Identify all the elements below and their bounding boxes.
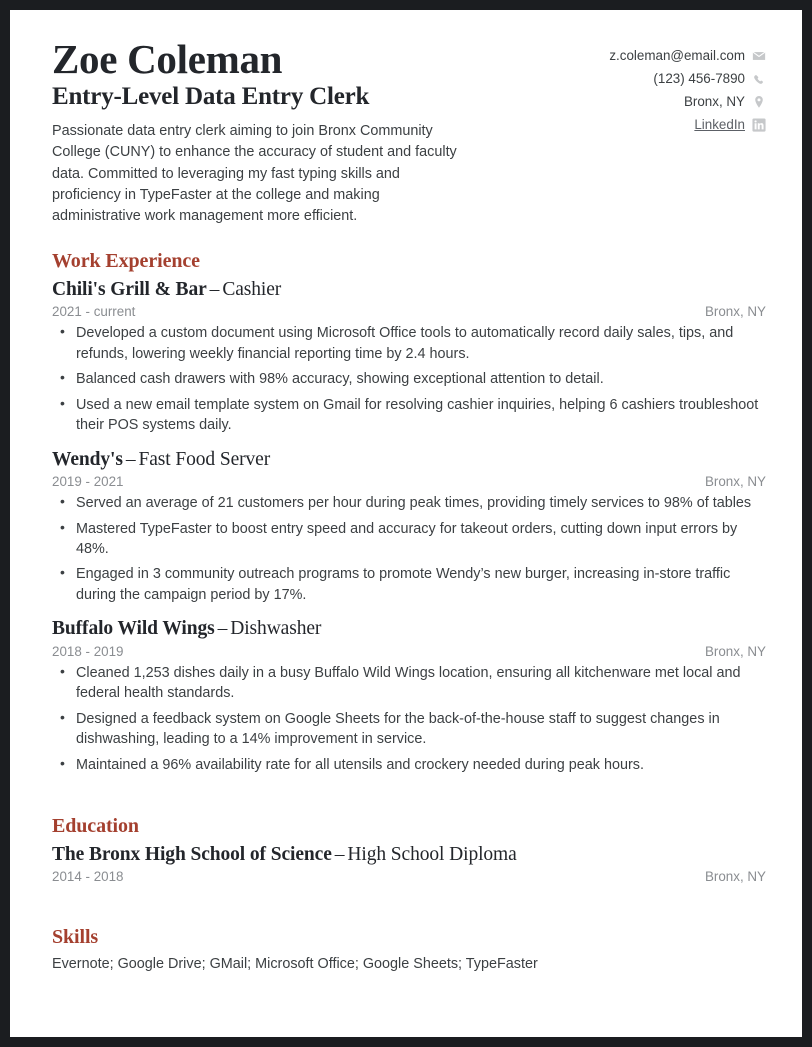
bullet-item: • Cleaned 1,253 dishes daily in a busy Buffalo Wild Wings location, ensuring all kitchenware met local and federal health standards. — [52, 663, 766, 704]
entry-organization: The Bronx High School of Science — [52, 844, 332, 865]
entry-bullet-list — [52, 493, 766, 605]
linkedin-icon — [752, 118, 766, 132]
entry-organization: Chili's Grill & Bar — [52, 279, 207, 301]
entry-role: High School Diploma — [347, 844, 517, 865]
entry-role: Cashier — [222, 279, 282, 301]
bullet-item: • Engaged in 3 community outreach programs to promote Wendy’s new burger, increasing in-store traffic during the campaign period by 17%. — [52, 564, 766, 605]
entry-header — [52, 617, 766, 641]
envelope-icon — [752, 49, 766, 63]
bullet-item: • Maintained a 96% availability rate for all utensils and crockery needed during peak hours. — [52, 755, 766, 775]
entry-role: Fast Food Server — [138, 448, 271, 470]
bullet-item: • Served an average of 21 customers per hour during peak times, providing timely services to 98% of tables — [52, 493, 766, 513]
contact-row-envelope — [609, 46, 766, 66]
contact-value[interactable]: LinkedIn — [694, 117, 745, 133]
entry — [52, 617, 766, 775]
entry — [52, 278, 766, 436]
entry-bullet-list — [52, 663, 766, 775]
entry-meta — [52, 869, 766, 884]
candidate-job-title: Entry-Level Data Entry Clerk — [52, 83, 370, 111]
entry-dates: 2014 - 2018 — [52, 869, 124, 885]
entry-role: Dishwasher — [230, 618, 322, 640]
entry — [52, 843, 766, 884]
entry-location: Bronx, NY — [704, 643, 766, 659]
entry-dates: 2018 - 2019 — [52, 643, 124, 659]
skills-list: Evernote; Google Drive; GMail; Microsoft Office; Google Sheets; TypeFaster — [52, 956, 538, 973]
entry-header — [52, 843, 766, 867]
entry-header — [52, 278, 766, 302]
contact-row-location-pin — [684, 92, 766, 112]
contact-value: Bronx, NY — [683, 94, 745, 110]
education-entry-list — [52, 843, 766, 884]
entry-organization: Wendy's — [52, 448, 123, 470]
entry-meta — [52, 474, 766, 489]
bullet-item: • Mastered TypeFaster to boost entry speed and accuracy for takeout orders, cutting down input errors by 48%. — [52, 519, 766, 560]
contact-info — [609, 38, 766, 135]
entry-separator: – — [209, 279, 220, 301]
entry-separator: – — [217, 618, 228, 640]
contact-value: z.coleman@email.com — [609, 48, 745, 63]
bullet-item: • Designed a feedback system on Google Sheets for the back-of-the-house staff to suggest changes in dishwashing, leading to a 14% improvement in service. — [52, 709, 766, 750]
entry-location: Bronx, NY — [704, 304, 766, 320]
bullet-item: • Balanced cash drawers with 98% accuracy, showing exceptional attention to detail. — [52, 369, 766, 389]
resume-page — [10, 10, 802, 1037]
candidate-name: Zoe Coleman — [52, 36, 283, 82]
entry-organization: Buffalo Wild Wings — [52, 618, 215, 640]
entry-header — [52, 448, 766, 472]
work-entry-list — [52, 278, 766, 775]
contact-value: (123) 456-7890 — [653, 71, 745, 87]
entry-separator: – — [125, 448, 136, 470]
entry-dates: 2021 - current — [52, 304, 136, 320]
phone-icon — [752, 72, 766, 86]
skills-section — [52, 926, 766, 975]
education-section — [52, 815, 766, 884]
contact-row-phone — [653, 69, 766, 89]
entry-dates: 2019 - 2021 — [52, 474, 124, 490]
contact-row-linkedin[interactable] — [694, 115, 766, 135]
section-heading-skills: Skills — [52, 926, 99, 949]
section-heading-work-experience: Work Experience — [52, 250, 200, 273]
entry-bullet-list — [52, 323, 766, 435]
entry-meta — [52, 304, 766, 319]
professional-summary: Passionate data entry clerk aiming to join Bronx Community College (CUNY) to enhance the accuracy of student and faculty data. Committed to leveraging my fast typing skills and proficiency in TypeFaster at the college and making administrative work management more efficient. — [52, 123, 457, 224]
header-identity — [52, 38, 492, 227]
resume-header — [52, 38, 766, 227]
bullet-item: • Used a new email template system on Gmail for resolving cashier inquiries, helping 6 cashiers troubleshoot their POS systems daily. — [52, 395, 766, 436]
section-heading-education: Education — [52, 815, 139, 837]
work-experience-section — [52, 250, 766, 775]
entry-location: Bronx, NY — [704, 474, 766, 490]
entry-separator: – — [334, 844, 345, 865]
location-pin-icon — [752, 95, 766, 109]
entry-location: Bronx, NY — [704, 869, 766, 885]
bullet-item: • Developed a custom document using Microsoft Office tools to automatically record daily sales, tips, and refunds, lowering weekly financial reporting time by 2.4 hours. — [52, 323, 766, 364]
entry — [52, 448, 766, 606]
entry-meta — [52, 644, 766, 659]
